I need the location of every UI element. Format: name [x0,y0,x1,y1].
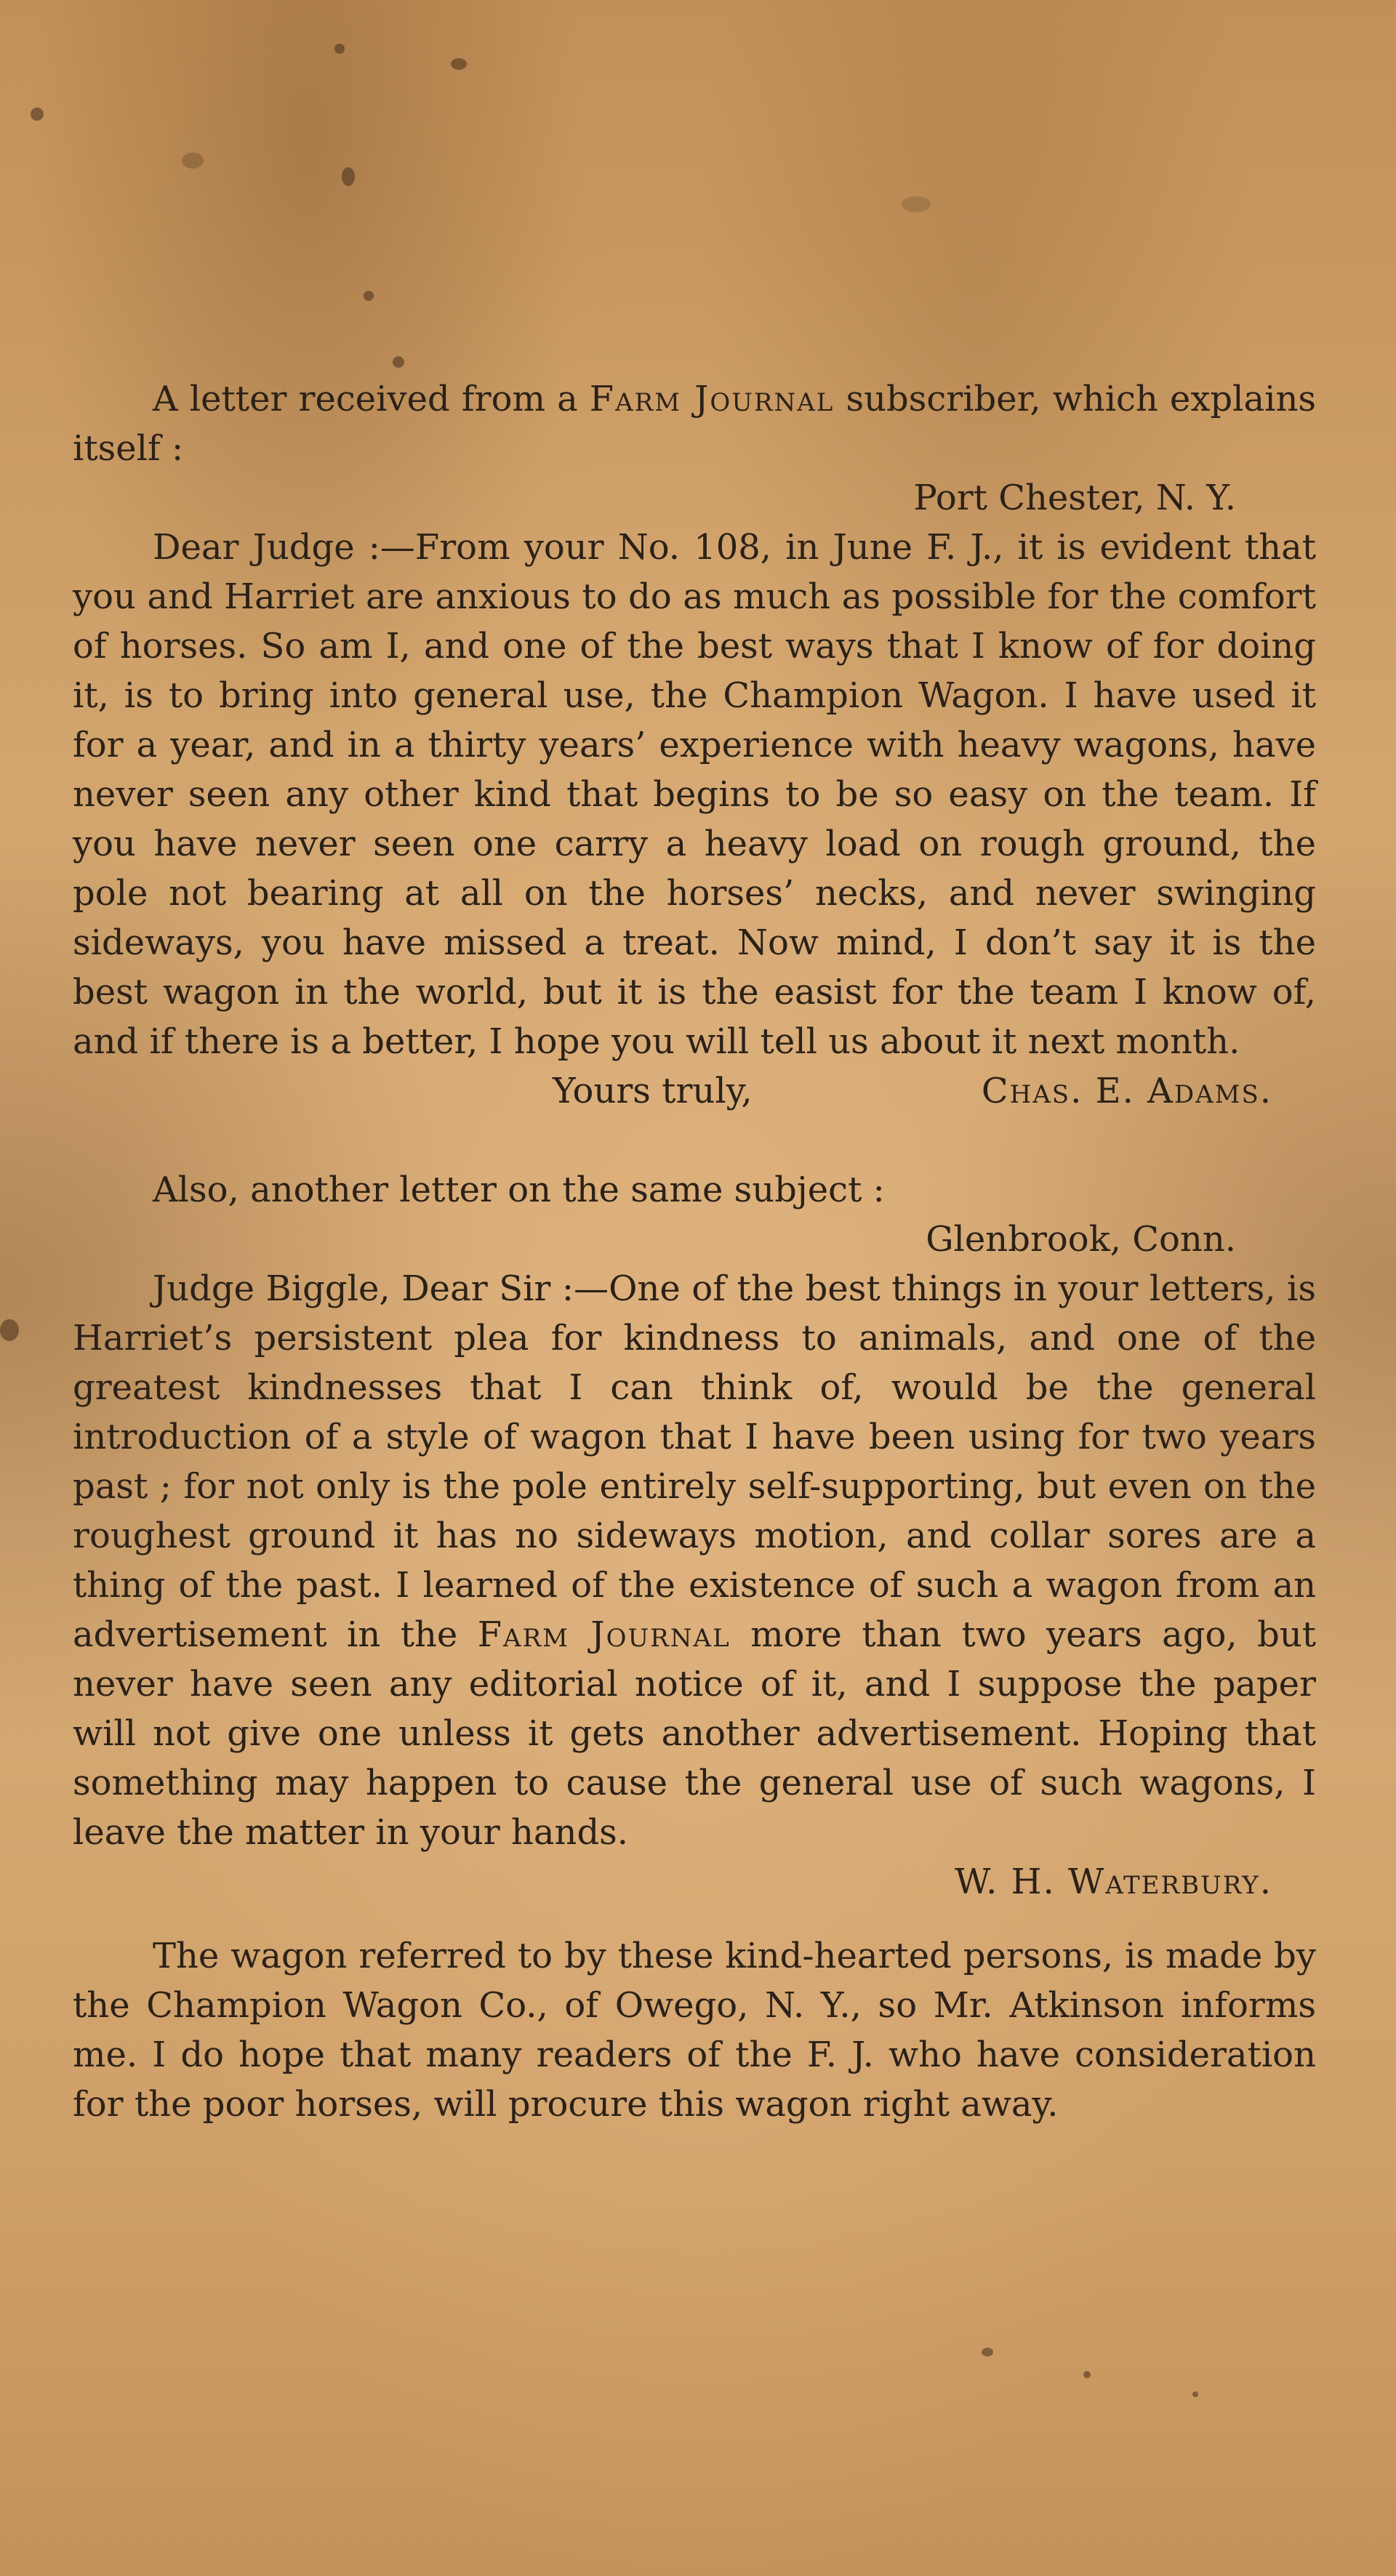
letter1-signature: Chas. E. Adams. [981,1071,1272,1111]
stain-mark [902,196,931,212]
stain-mark [393,356,404,368]
letter2-body-after: more than two years ago, but never have seen any editorial notice of it, and I suppose the paper will not give one unless it gets another advertisement. Hoping that something may happen to cause the general use of such wagons, I leave the matter in your hands. [73,1614,1317,1853]
letter2-signature: W. H. Waterbury. [955,1861,1272,1902]
letter1-closing: Yours truly, [553,1071,753,1111]
journal-name: Farm Journal [477,1614,731,1655]
article-text [73,374,1316,2129]
stain-mark [334,44,345,54]
letter1-body: Dear Judge :—From your No. 108, in June F. J., it is evident that you and Harriet are anxious to do as much as possible for the comfort of horses. So am I, and one of the best ways that I know of for doing it, is to bring into general use, the Champion Wagon. I have used it for a year, and in a thirty years’ experience with heavy wagons, have never seen any other kind that begins to be so easy on the team. If you have never seen one carry a heavy load on rough ground, the pole not bearing at all on the horses’ necks, and never swinging sideways, you have missed a treat. Now mind, I don’t say it is the best wagon in the world, but it is the easist for the team I know of, and if there is a better, I hope you will tell us about it next month. [73,527,1316,1062]
also-line: Also, another letter on the same subject : [153,1170,885,1210]
journal-name: Farm Journal [589,379,835,419]
letter2-body [73,1264,1316,1857]
letter1-place: Port Chester, N. Y. [913,478,1236,518]
spacer [73,1116,1316,1165]
intro-text-after: subscriber, which explains itself : [73,379,1316,469]
letter1-signoff [73,1066,1316,1116]
stain-mark [1083,2371,1091,2378]
stain-mark [364,291,374,301]
stain-mark [0,1319,19,1341]
closing-paragraph: The wagon referred to by these kind-hearted persons, is made by the Champion Wagon Co., of Owego, N. Y., so Mr. Atkinson informs me. I do hope that many readers of the F. J. who have consideration for the poor horses, will procure this wagon right away. [73,1936,1316,2125]
letter2-place: Glenbrook, Conn. [926,1219,1236,1260]
stain-mark [1192,2391,1198,2397]
stain-mark [182,153,204,169]
spacer [73,1907,1316,1931]
letter2-body-before: Judge Biggle, Dear Sir :—One of the best things in your letters, is Harriet’s persistent plea for kindness to animals, and one of the greatest kindnesses that I can think of, would be the general introduction of a style of wagon that I have been using for two years past ; for not only is the pole entirely self-supporting, but even on the roughest ground it has no sideways motion, and collar sores are a thing of the past. I learned of the existence of such a wagon from an advertisement in the [73,1268,1316,1655]
stain-mark [31,108,44,121]
stain-mark [342,167,355,186]
intro-paragraph [73,374,1316,473]
stain-mark [451,58,467,70]
intro-text-before: A letter received from a [153,379,590,419]
stain-mark [982,2348,993,2356]
